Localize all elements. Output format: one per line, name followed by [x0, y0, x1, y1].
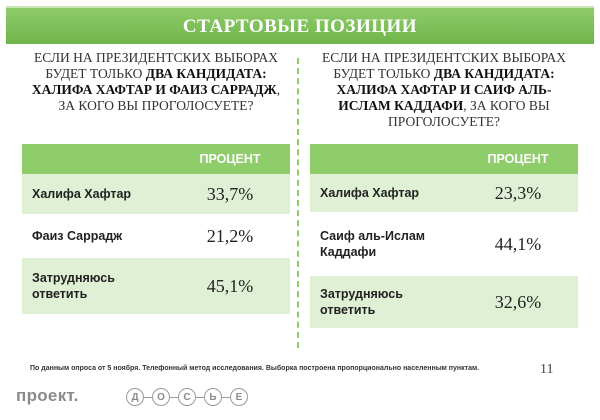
candidate-name: Халифа Хафтар [320, 186, 420, 200]
slide-title: СТАРТОВЫЕ ПОЗИЦИИ [182, 16, 418, 37]
survey-footnote: По данным опроса от 5 ноября. Телефонный метод исследования. Выборка построена пропорционально населенным пунктам. [30, 365, 480, 372]
dossier-logo [126, 388, 248, 406]
dossier-letter: Е [230, 388, 248, 406]
percent-value: 32,6% [494, 291, 542, 312]
right-question [310, 50, 578, 136]
left-results-table [22, 144, 290, 316]
candidate-name: Фаиз Саррадж [32, 229, 123, 243]
percent-value: 21,2% [206, 225, 254, 246]
slide-title-banner [6, 6, 594, 44]
proekt-logo: проект. [16, 386, 79, 405]
left-poll-panel [22, 50, 290, 316]
table-header [22, 144, 290, 174]
table-row [22, 174, 290, 216]
table-row [310, 276, 578, 330]
candidate-name: Саиф аль-Ислам Каддафи [320, 229, 426, 259]
table-row [22, 258, 290, 316]
right-question-bold: ДВА КАНДИДАТА: ХАЛИФА ХАФТАР И САИФ АЛЬ-ИСЛАМ КАДДАФИ [336, 66, 555, 113]
table-header [310, 144, 578, 174]
left-question-bold: ДВА КАНДИДАТА: ХАЛИФА ХАФТАР И ФАИЗ САРРАДЖ [31, 66, 277, 97]
dossier-letter: О [152, 388, 170, 406]
right-poll-panel [310, 50, 578, 330]
dossier-letter: С [178, 388, 196, 406]
right-question-pre: ЕСЛИ НА ПРЕЗИДЕНТСКИХ ВЫБОРАХ БУДЕТ ТОЛЬКО [321, 50, 567, 81]
percent-value: 45,1% [206, 275, 254, 296]
table-row [310, 214, 578, 276]
left-question-pre: ЕСЛИ НА ПРЕЗИДЕНТСКИХ ВЫБОРАХ БУДЕТ ТОЛЬКО [33, 50, 279, 81]
percent-value: 23,3% [494, 182, 542, 203]
panel-divider [297, 58, 299, 348]
left-question [22, 50, 290, 136]
percent-header: ПРОЦЕНТ [199, 152, 261, 166]
dossier-letter: Ь [204, 388, 222, 406]
page-number: 11 [540, 362, 554, 377]
percent-value: 33,7% [206, 183, 254, 204]
right-question-post: , ЗА КОГО ВЫ ПРОГОЛОСУЕТЕ? [388, 98, 550, 129]
candidate-name: Затрудняюсь ответить [32, 271, 115, 301]
left-question-post: , ЗА КОГО ВЫ ПРОГОЛОСУЕТЕ? [58, 82, 281, 113]
table-row [310, 174, 578, 214]
table-row [22, 216, 290, 258]
percent-value: 44,1% [494, 233, 542, 254]
candidate-name: Халифа Хафтар [32, 187, 132, 201]
right-results-table [310, 144, 578, 330]
percent-header: ПРОЦЕНТ [487, 152, 549, 166]
candidate-name: Затрудняюсь ответить [320, 287, 403, 317]
dossier-letter: Д [126, 388, 144, 406]
